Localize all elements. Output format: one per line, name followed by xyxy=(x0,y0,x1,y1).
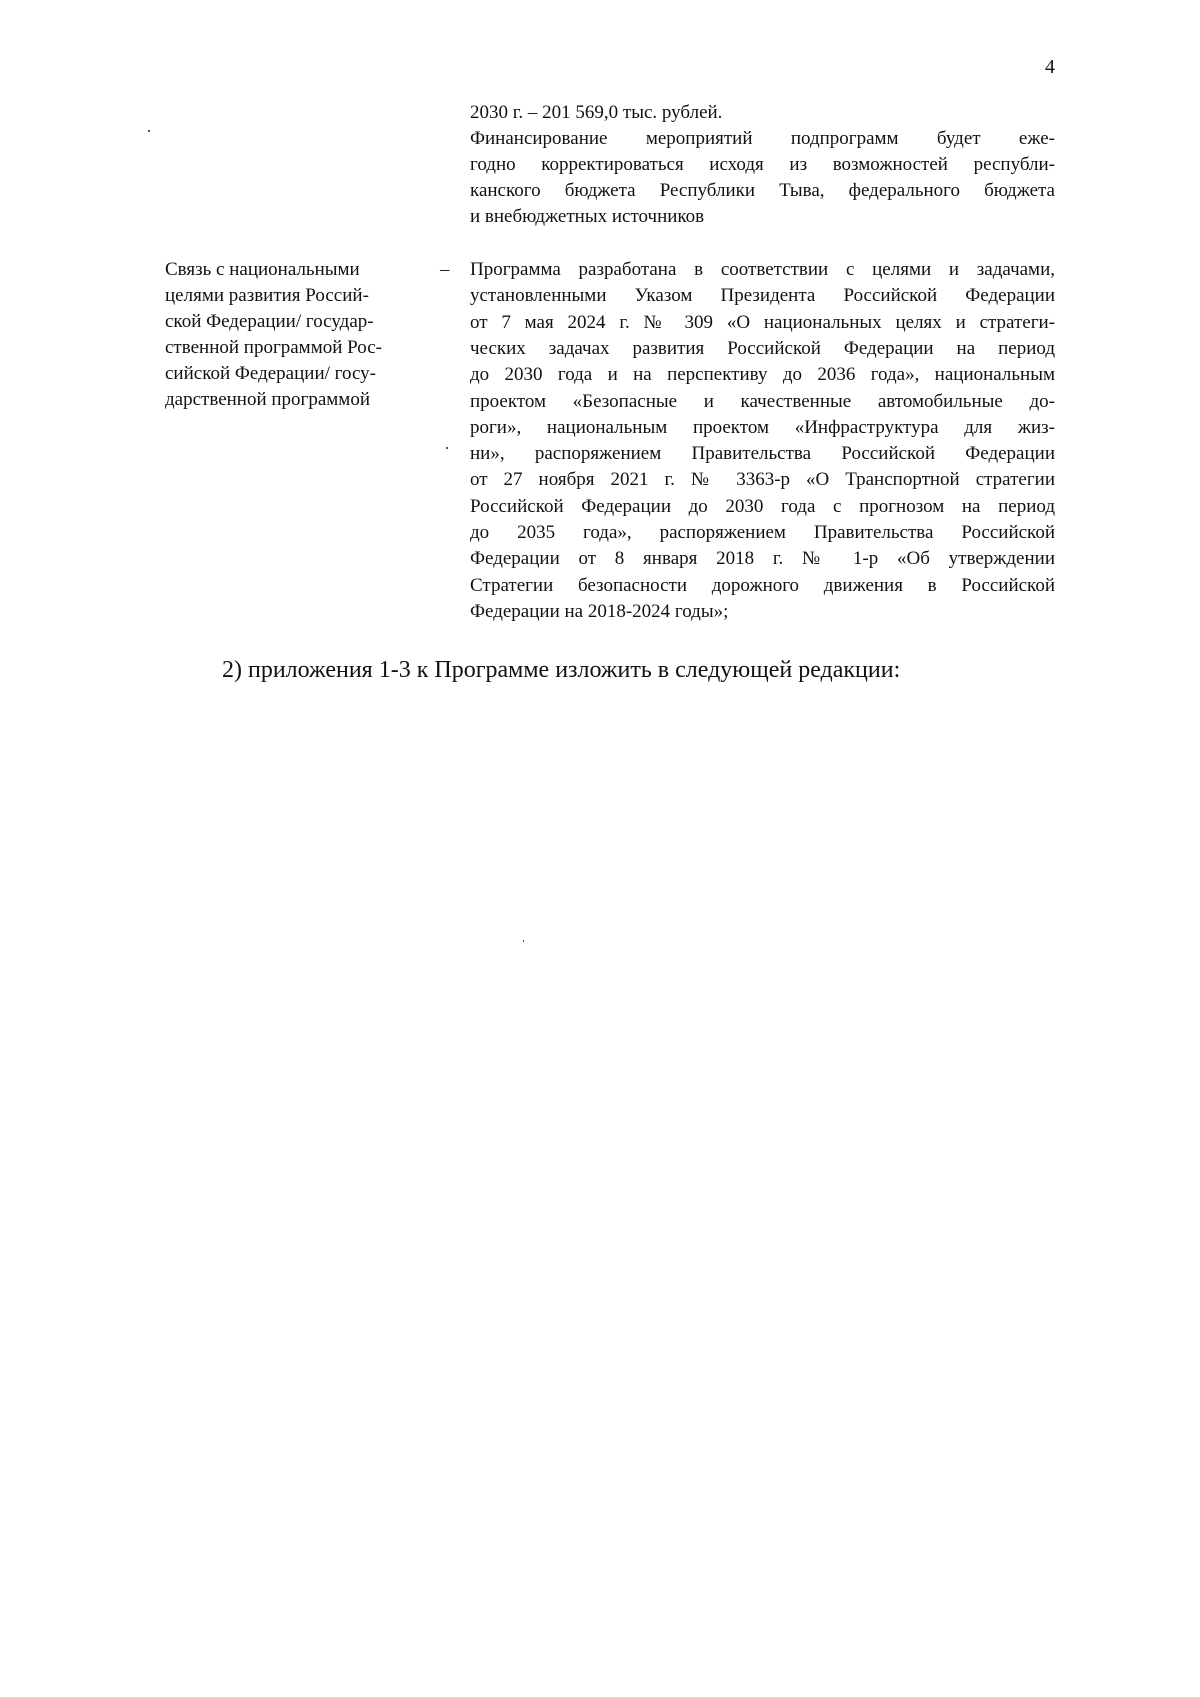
closing-paragraph: 2) приложения 1-3 к Программе изложить в следующей редакции: xyxy=(222,657,901,683)
page-number: 4 xyxy=(1045,56,1055,78)
link-text-line: Стратегии безопасности дорожного движения в Российской xyxy=(470,574,1055,596)
label-line: Связь с национальными xyxy=(165,259,360,280)
link-text-line: до 2030 года и на перспективу до 2036 года», национальным xyxy=(470,364,1055,386)
link-text-line: Российской Федерации до 2030 года с прогнозом на период xyxy=(470,495,1055,517)
link-text-line: до 2035 года», распоряжением Правительства Российской xyxy=(470,522,1055,543)
scan-speck xyxy=(446,447,448,449)
separator-dash: – xyxy=(440,259,450,280)
scan-speck xyxy=(148,130,150,132)
label-line: целями развития Россий- xyxy=(165,285,369,306)
label-line: сийской Федерации/ госу- xyxy=(165,363,376,384)
label-line: ственной программой Рос- xyxy=(165,337,382,358)
link-text-line: установленными Указом Президента Российской Федерации xyxy=(470,285,1055,307)
link-text-line: Федерации от 8 января 2018 г. № 1-р «Об утверждении xyxy=(470,548,1055,570)
link-text-line: проектом «Безопасные и качественные автомобильные до- xyxy=(470,390,1055,412)
link-text-line: от 7 мая 2024 г. № 309 «О национальных целях и стратеги- xyxy=(470,311,1055,333)
link-text-line: Программа разработана в соответствии с целями и задачами, xyxy=(470,259,1055,280)
funding-line: и внебюджетных источников xyxy=(470,206,705,227)
funding-line: Финансирование мероприятий подпрограмм будет еже- xyxy=(470,128,1055,149)
label-line: ской Федерации/ государ- xyxy=(165,311,374,332)
link-text-line: Федерации на 2018-2024 годы»; xyxy=(470,600,729,622)
link-text-line: от 27 ноября 2021 г. № 3363-р «О Транспортной стратегии xyxy=(470,469,1055,491)
link-text-line: роги», национальным проектом «Инфраструктура для жиз- xyxy=(470,416,1055,438)
link-text-line: ни», распоряжением Правительства Российской Федерации xyxy=(470,443,1055,465)
label-line: дарственной программой xyxy=(165,389,370,410)
scan-speck xyxy=(523,940,524,942)
funding-line: годно корректироваться исходя из возможностей республи- xyxy=(470,154,1055,175)
funding-line: 2030 г. – 201 569,0 тыс. рублей. xyxy=(470,102,723,123)
funding-line: канского бюджета Республики Тыва, федерального бюджета xyxy=(470,180,1055,201)
link-text-line: ческих задачах развития Российской Федерации на период xyxy=(470,337,1055,359)
